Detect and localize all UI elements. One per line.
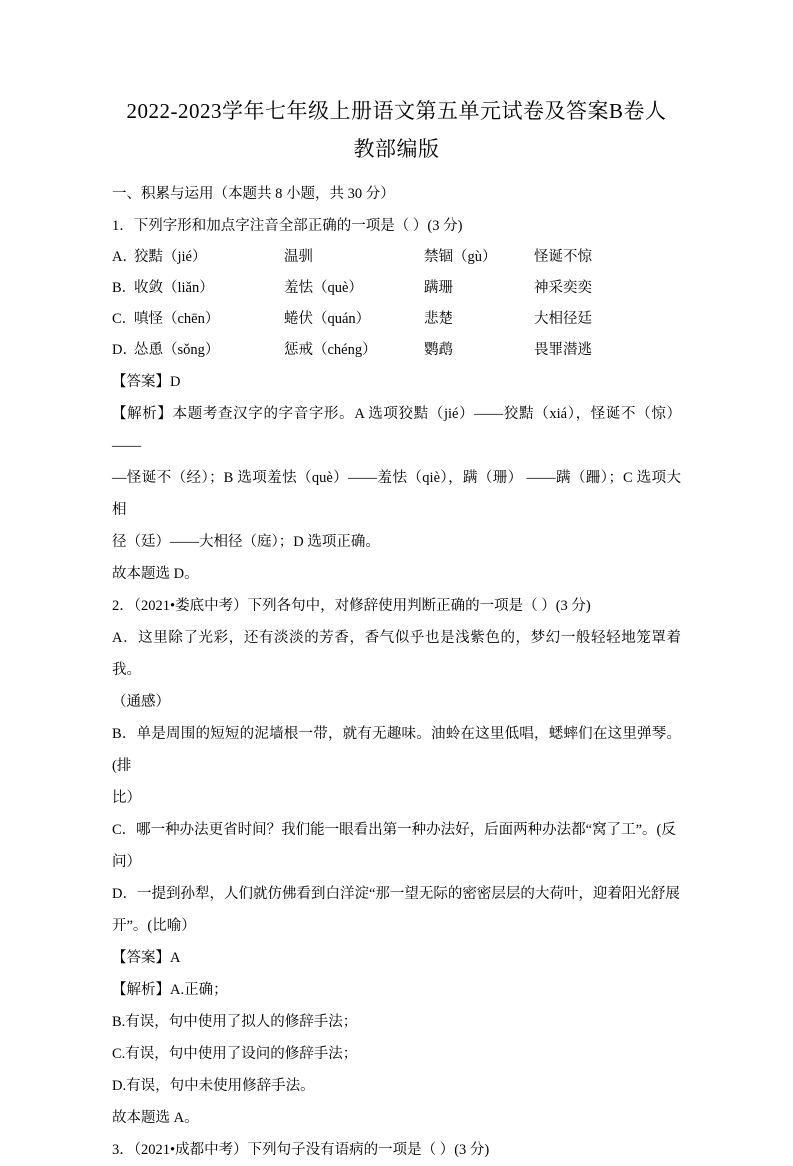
question-2-option-c-line-1: C．哪一种办法更省时间？我们能一眼看出第一种办法好，后面两种办法都“窝了工”。(反 [112,822,676,838]
option-c-col2: 蜷伏（quán） [284,311,371,327]
question-1-analysis-line-3: 径（廷）——大相径（庭）；D 选项正确。 [112,534,380,550]
question-1-answer: 【答案】D [112,374,181,390]
question-2-option-a-line-2: （通感） [112,694,170,710]
page-title-line-2: 教部编版 [353,137,440,161]
question-1-option-d [112,335,681,366]
question-1-option-b [112,273,681,304]
question-1-conclusion: 故本题选 D。 [112,566,199,582]
question-2-option-d-line-2: 开”。(比喻） [112,918,196,934]
option-d-col2: 惩戒（chéng） [284,342,377,358]
question-2-option-d-line-1: D．一提到孙犁，人们就仿佛看到白洋淀“那一望无际的密密层层的大荷叶，迎着阳光舒展 [112,886,680,902]
question-2-conclusion: 故本题选 A。 [112,1110,199,1126]
option-b-col2: 羞怯（què） [284,280,363,296]
question-2-option-a-line-1: A．这里除了光彩，还有淡淡的芳香，香气似乎也是浅紫色的，梦幻一般轻轻地笼罩着我。 [112,630,681,678]
option-b-col1: 收敛（liǎn） [134,280,214,296]
option-c-col4: 大相径廷 [534,311,592,327]
option-c-col1: 嗔怪（chēn） [134,311,220,327]
question-1-stem: 1．下列字形和加点字注音全部正确的一项是（ ）(3 分) [112,218,463,234]
option-b-col4: 神采奕奕 [534,280,592,296]
option-d-col4: 畏罪潜逃 [534,342,592,358]
question-2-stem: 2．（2021•娄底中考）下列各句中，对修辞使用判断正确的一项是（ ）(3 分) [112,598,591,614]
option-a-col1: 狡黠（jié） [134,249,207,265]
option-a-label: A． [112,249,137,265]
option-b-col3: 蹒珊 [424,280,453,296]
section-heading: 一、积累与运用（本题共 8 小题，共 30 分） [112,186,395,202]
option-d-col3: 鹦鹉 [424,342,453,358]
question-1-option-a [112,242,681,273]
option-c-col3: 悲楚 [424,311,453,327]
question-3-stem: 3．（2021•成都中考）下列句子没有语病的一项是（ ）(3 分) [112,1142,490,1158]
question-2-option-c-line-2: 问） [112,854,141,870]
question-1-option-c [112,304,681,335]
option-a-col3: 禁锢（gù） [424,249,497,265]
option-c-label: C． [112,311,137,327]
question-2-analysis-line-3: C.有误，句中使用了设问的修辞手法； [112,1046,358,1062]
question-2-analysis-line-2: B.有误，句中使用了拟人的修辞手法； [112,1014,358,1030]
question-2-answer: 【答案】A [112,950,181,966]
question-1-analysis-line-2: —怪诞不（经）；B 选项羞怯（què）——羞怯（qiè），蹒（珊） ——蹒（跚）；C 选项大相 [112,470,681,518]
option-a-col4: 怪诞不惊 [534,249,592,265]
question-2-option-b-line-1: B．单是周围的短短的泥墙根一带，就有无趣味。油蛉在这里低唱，蟋蟀们在这里弹琴。(排 [112,726,681,774]
option-a-col2: 温驯 [284,249,313,265]
option-d-label: D． [112,342,137,358]
option-d-col1: 怂恿（sǒng） [134,342,220,358]
page-title-line-1: 2022-2023学年七年级上册语文第五单元试卷及答案B卷人 [126,99,667,123]
question-2-analysis-line-4: D.有误，句中未使用修辞手法。 [112,1078,315,1094]
question-2-option-b-line-2: 比） [112,790,141,806]
question-2-analysis-line-1: 【解析】A.正确； [112,982,228,998]
page-title [112,92,681,168]
option-b-label: B． [112,280,137,296]
question-1-analysis-line-1: 【解析】本题考查汉字的字音字形。A 选项狡黠（jié）——狡黠（xiá），怪诞不（惊）—— [112,406,681,454]
